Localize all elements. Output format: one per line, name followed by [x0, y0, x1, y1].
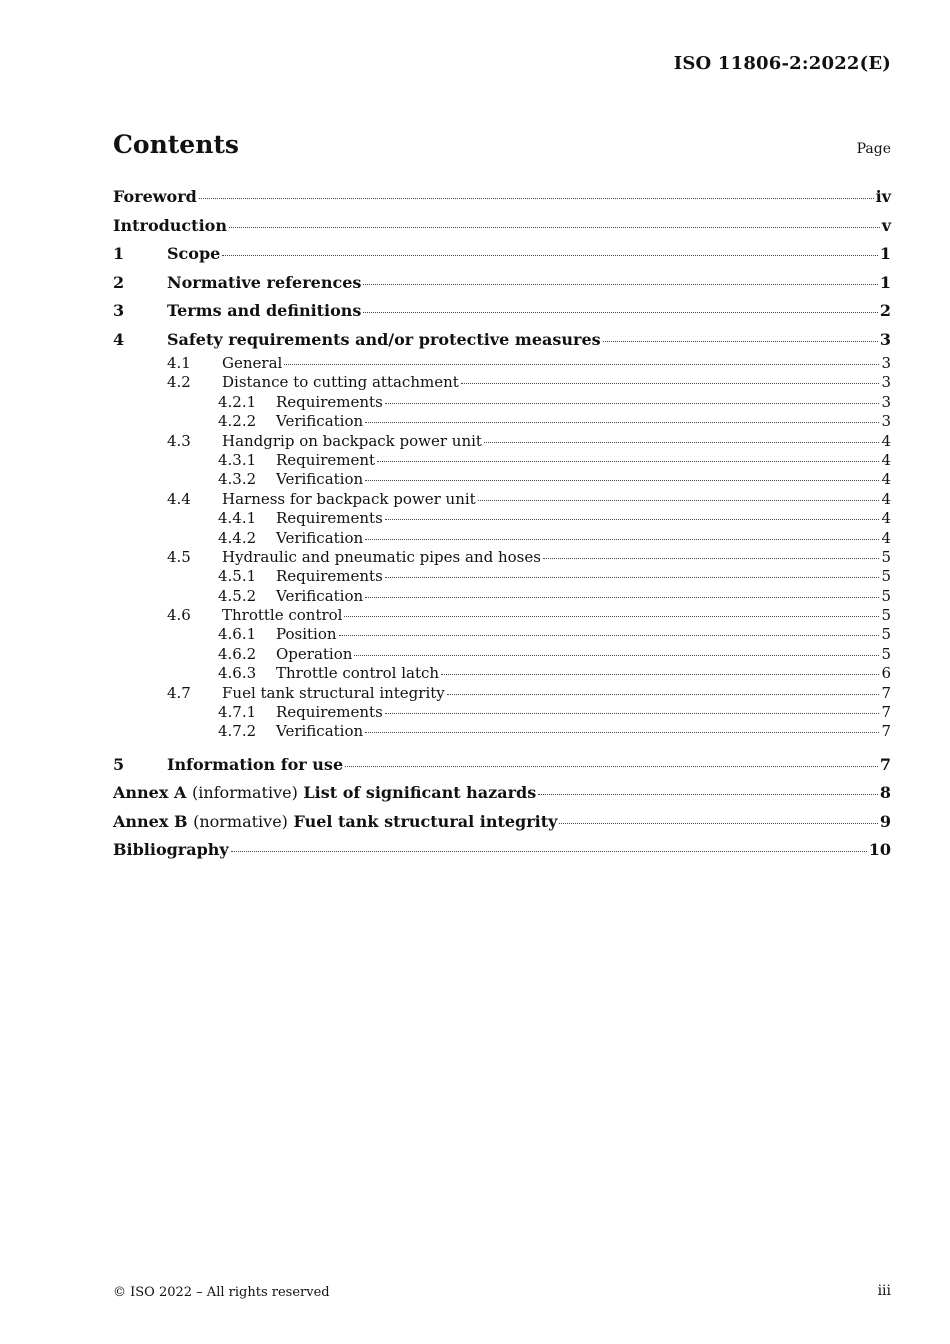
dot-leader: [447, 693, 880, 695]
dot-leader: [199, 197, 874, 199]
toc-title: Safety requirements and/or protective measures: [167, 329, 601, 349]
dot-leader: [363, 283, 877, 285]
dot-leader: [538, 793, 878, 795]
toc-page: 1: [879, 272, 891, 292]
toc-number: 4.2.1: [218, 392, 257, 411]
toc-title: Fuel tank structural integrity: [222, 683, 445, 702]
dot-leader: [344, 615, 879, 617]
toc-number: 1: [113, 244, 125, 263]
toc-entry-4-4-2[interactable]: [113, 529, 891, 548]
annex-kind: (normative): [193, 811, 288, 831]
toc-title: Verification: [276, 586, 364, 605]
toc-page: 9: [879, 811, 891, 831]
toc-entry-4-1[interactable]: [113, 354, 891, 373]
toc-number: 4.1: [167, 354, 191, 372]
table-of-contents: [113, 183, 891, 865]
dot-leader: [365, 596, 879, 598]
toc-title: Hydraulic and pneumatic pipes and hoses: [222, 547, 541, 566]
toc-entry-4[interactable]: [113, 326, 891, 355]
dot-leader: [354, 654, 879, 656]
toc-number: 4.4: [167, 489, 191, 508]
toc-entry-annex-b[interactable]: [113, 808, 891, 837]
toc-page: 4: [881, 450, 891, 469]
toc-number: 4.7.2: [218, 722, 257, 741]
toc-title: Bibliography: [113, 840, 229, 860]
toc-entry-4-7-2[interactable]: [113, 722, 891, 741]
toc-entry-4-5[interactable]: [113, 548, 891, 567]
annex-prefix: Annex B: [113, 811, 188, 831]
dot-leader: [365, 538, 879, 540]
toc-number: 4.6.2: [218, 644, 257, 663]
toc-entry-4-2-2[interactable]: [113, 412, 891, 431]
toc-page: 7: [879, 754, 891, 774]
toc-page: 4: [881, 431, 891, 450]
dot-leader: [385, 576, 880, 578]
toc-page: 3: [881, 373, 891, 392]
toc-page: 8: [879, 783, 891, 803]
toc-title: Verification: [276, 412, 364, 431]
toc-title: Distance to cutting attachment: [222, 373, 459, 392]
toc-page: 1: [879, 244, 891, 263]
toc-page: v: [881, 215, 891, 235]
toc-title: Position: [276, 625, 337, 644]
toc-title: Foreword: [113, 187, 197, 206]
toc-page: 3: [881, 392, 891, 411]
dot-leader: [231, 850, 867, 852]
toc-title: Throttle control: [222, 606, 343, 625]
toc-entry-5[interactable]: [113, 751, 891, 780]
toc-number: 4: [113, 329, 125, 349]
toc-page: 3: [881, 412, 891, 431]
toc-number: 2: [113, 272, 125, 292]
toc-number: 4.5.1: [218, 567, 257, 586]
dot-leader: [339, 634, 880, 636]
toc-title: Verification: [276, 470, 364, 489]
toc-page: 2: [879, 301, 891, 320]
toc-title: Requirements: [276, 509, 383, 528]
toc-page: 5: [881, 625, 891, 644]
toc-page: 7: [881, 722, 891, 741]
toc-number: 4.2: [167, 373, 191, 392]
dot-leader: [603, 340, 878, 342]
toc-page: 7: [881, 703, 891, 722]
toc-page: 5: [881, 644, 891, 663]
toc-number: 4.6: [167, 606, 191, 625]
dot-leader: [478, 499, 880, 501]
toc-entry-4-4[interactable]: [113, 490, 891, 509]
toc-entry-3[interactable]: [113, 297, 891, 326]
toc-entry-2[interactable]: [113, 269, 891, 298]
toc-number: 4.4.1: [218, 509, 257, 528]
toc-entry-annex-a[interactable]: [113, 779, 891, 808]
dot-leader: [385, 518, 880, 520]
toc-entry-4-3[interactable]: [113, 432, 891, 451]
dot-leader: [365, 421, 879, 423]
toc-page: 4: [881, 489, 891, 508]
toc-title: Information for use: [167, 754, 344, 774]
toc-entry-4-7-1[interactable]: [113, 703, 891, 722]
toc-entry-4-6[interactable]: [113, 606, 891, 625]
toc-page: 4: [881, 509, 891, 528]
dot-leader: [363, 311, 877, 313]
page-title: Contents: [113, 130, 240, 159]
toc-number: 4.2.2: [218, 412, 257, 431]
toc-number: 4.6.1: [218, 625, 257, 644]
page-number: iii: [877, 1283, 891, 1299]
toc-number: 3: [113, 301, 125, 320]
toc-title: Normative references: [167, 272, 362, 292]
toc-number: 4.3.1: [218, 450, 257, 469]
dot-leader: [484, 441, 879, 443]
toc-title: Requirements: [276, 567, 383, 586]
toc-page: 5: [881, 567, 891, 586]
toc-number: 4.5: [167, 547, 191, 566]
toc-entry-foreword[interactable]: [113, 183, 891, 212]
toc-title: Operation: [276, 644, 353, 663]
toc-title: Requirement: [276, 450, 376, 469]
dot-leader: [385, 712, 880, 714]
toc-page: 4: [881, 528, 891, 547]
toc-title: Requirements: [276, 392, 383, 411]
toc-title: Verification: [276, 722, 364, 741]
dot-leader: [222, 254, 878, 256]
toc-page: 6: [881, 664, 891, 683]
dot-leader: [543, 557, 880, 559]
toc-title: Requirements: [276, 703, 383, 722]
toc-page: 3: [881, 354, 891, 372]
toc-entry-4-6-1[interactable]: [113, 625, 891, 644]
dot-leader: [559, 822, 877, 824]
dot-leader: [229, 226, 880, 228]
toc-page: 5: [881, 586, 891, 605]
annex-kind: (informative): [191, 783, 298, 803]
toc-entry-4-3-2[interactable]: [113, 470, 891, 489]
toc-entry-4-5-2[interactable]: [113, 587, 891, 606]
toc-entry-4-5-1[interactable]: [113, 567, 891, 586]
toc-entry-4-6-2[interactable]: [113, 645, 891, 664]
dot-leader: [365, 479, 879, 481]
dot-leader: [385, 402, 880, 404]
toc-number: 4.5.2: [218, 586, 257, 605]
toc-title: Scope: [167, 244, 221, 263]
toc-title: Introduction: [113, 215, 227, 235]
toc-entry-introduction[interactable]: [113, 212, 891, 241]
toc-title: Terms and definitions: [167, 301, 362, 320]
copyright-notice: © ISO 2022 – All rights reserved: [113, 1285, 330, 1300]
toc-title: List of significant hazards: [303, 783, 537, 803]
toc-entry-4-3-1[interactable]: [113, 451, 891, 470]
dot-leader: [461, 382, 880, 384]
toc-page: 5: [881, 547, 891, 566]
toc-title: Fuel tank structural integrity: [293, 811, 558, 831]
toc-page: 3: [879, 329, 891, 349]
page-column-label: Page: [856, 141, 891, 157]
toc-title: Handgrip on backpack power unit: [222, 431, 482, 450]
toc-number: 4.3: [167, 431, 191, 450]
toc-number: 4.7: [167, 683, 191, 702]
document-id: ISO 11806-2:2022(E): [673, 53, 891, 74]
toc-entry-4-6-3[interactable]: [113, 664, 891, 683]
toc-entry-1[interactable]: [113, 240, 891, 269]
toc-entry-4-7[interactable]: [113, 684, 891, 703]
toc-page: iv: [875, 187, 891, 206]
toc-entry-4-4-1[interactable]: [113, 509, 891, 528]
toc-page: 5: [881, 606, 891, 625]
toc-number: 4.4.2: [218, 528, 257, 547]
toc-number: 5: [113, 754, 125, 774]
toc-entry-4-2[interactable]: [113, 373, 891, 392]
toc-number: 4.7.1: [218, 703, 257, 722]
toc-title: Harness for backpack power unit: [222, 489, 476, 508]
toc-page: 7: [881, 683, 891, 702]
toc-page: 4: [881, 470, 891, 489]
dot-leader: [441, 673, 879, 675]
dot-leader: [365, 731, 879, 733]
toc-title: Verification: [276, 528, 364, 547]
toc-title: Throttle control latch: [276, 664, 440, 683]
dot-leader: [377, 460, 879, 462]
dot-leader: [284, 363, 879, 365]
toc-number: 4.3.2: [218, 470, 257, 489]
toc-number: 4.6.3: [218, 664, 257, 683]
dot-leader: [345, 765, 878, 767]
toc-entry-bibliography[interactable]: [113, 836, 891, 865]
toc-title: General: [222, 354, 283, 372]
toc-page: 10: [868, 840, 891, 860]
toc-entry-4-2-1[interactable]: [113, 393, 891, 412]
annex-prefix: Annex A: [113, 783, 187, 803]
